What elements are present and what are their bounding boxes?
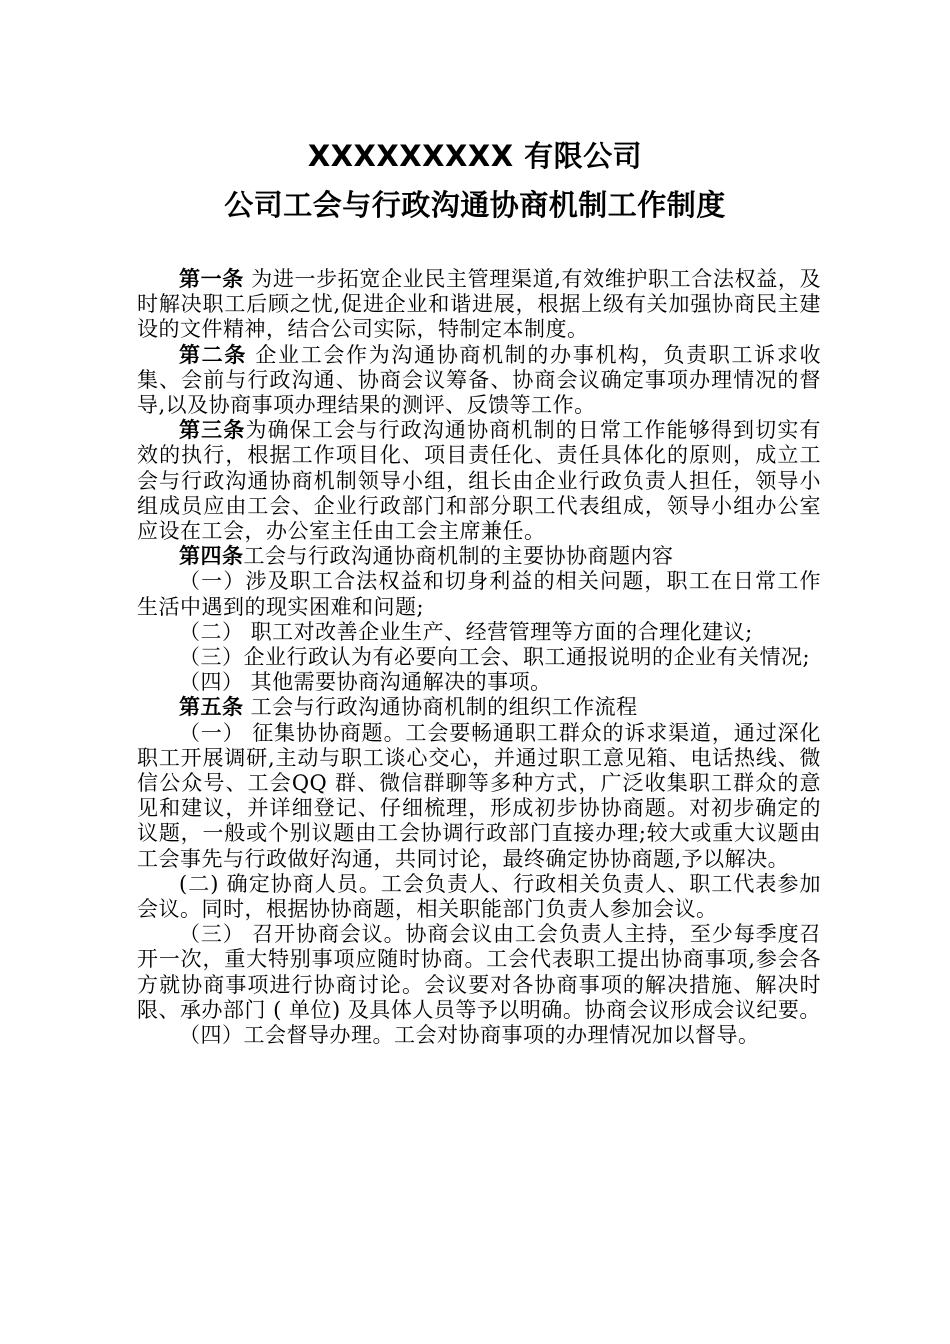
article-4-item-3: （三）企业行政认为有必要向工会、职工通报说明的企业有关情况; xyxy=(179,645,811,670)
article-5-item-3: （三） 召开协商会议。协商会议由工会负责人主持，至少每季度召开一次，重大特别事项应随时协商。工会代表职工提出协商事项,参会各方就协商事项进行协商讨论。会议要对各协商事项的解决措施、解决时限、承办部门 ( 单位) 及具体人员等予以明确。协商会议形成会议纪要。 xyxy=(137,922,821,1022)
article-3 xyxy=(137,418,821,544)
document-body xyxy=(137,267,821,1048)
article-4 xyxy=(137,544,821,569)
company-title: XXXXXXXXX 有限公司 xyxy=(307,139,643,173)
article-4-item-4: （四） 其他需要协商沟通解决的事项。 xyxy=(179,670,552,695)
article-4-item-2: （二） 职工对改善企业生产、经营管理等方面的合理化建议; xyxy=(179,619,753,644)
article-2-text: 企业工会作为沟通协商机制的办事机构，负责职工诉求收集、会前与行政沟通、协商会议筹备、协商会议确定事项办理情况的督导,以及协商事项办理结果的测评、反馈等工作。 xyxy=(137,342,821,418)
article-3-label: 第三条 xyxy=(179,418,246,443)
article-2 xyxy=(137,343,821,419)
article-1-text: 为进一步拓宽企业民主管理渠道,有效维护职工合法权益，及时解决职工后顾之忧,促进企业和谐进展，根据上级有关加强协商民主建设的文件精神，结合公司实际，特制定本制度。 xyxy=(137,267,821,342)
article-5 xyxy=(137,695,821,720)
article-2-label: 第二条 xyxy=(179,342,248,367)
document-title: 公司工会与行政沟通协商机制工作制度 xyxy=(224,188,726,222)
article-5-item-4: （四）工会督导办理。工会对协商事项的办理情况加以督导。 xyxy=(179,1023,760,1048)
article-1 xyxy=(137,267,821,343)
article-4-label: 第四条 xyxy=(179,544,244,569)
article-5-text: 工会与行政沟通协商机制的组织工作流程 xyxy=(243,695,638,720)
article-4-text: 工会与行政沟通协商机制的主要协协商题内容 xyxy=(243,544,674,569)
article-4-item-1: （一）涉及职工合法权益和切身利益的相关问题，职工在日常工作生活中遇到的现实困难和问题; xyxy=(137,569,821,619)
article-5-item-1: （一） 征集协协商题。工会要畅通职工群众的诉求渠道，通过深化职工开展调研,主动与职工谈心交心，并通过职工意见箱、电话热线、微信公众号、工会QQ 群、微信群聊等多种方式，广泛收集职工群众的意见和建议，并详细登记、仔细梳理，形成初步协协商题。对初步确定的议题，一般或个别议题由工会协调行政部门直接办理;较大或重大议题由工会事先与行政做好沟通，共同讨论，最终确定协协商题,予以解决。 xyxy=(137,720,821,871)
article-3-text: 为确保工会与行政沟通协商机制的日常工作能够得到切实有效的执行，根据工作项目化、项目责任化、责任具体化的原则，成立工会与行政沟通协商机制领导小组，组长由企业行政负责人担任，领导小组成员应由工会、企业行政部门和部分职工代表组成，领导小组办公室应设在工会，办公室主任由工会主席兼任。 xyxy=(137,418,821,544)
article-5-item-2: (二) 确定协商人员。工会负责人、行政相关负责人、职工代表参加会议。同时，根据协协商题，相关职能部门负责人参加会议。 xyxy=(137,871,821,922)
article-5-label: 第五条 xyxy=(179,695,244,720)
article-1-label: 第一条 xyxy=(179,267,244,291)
